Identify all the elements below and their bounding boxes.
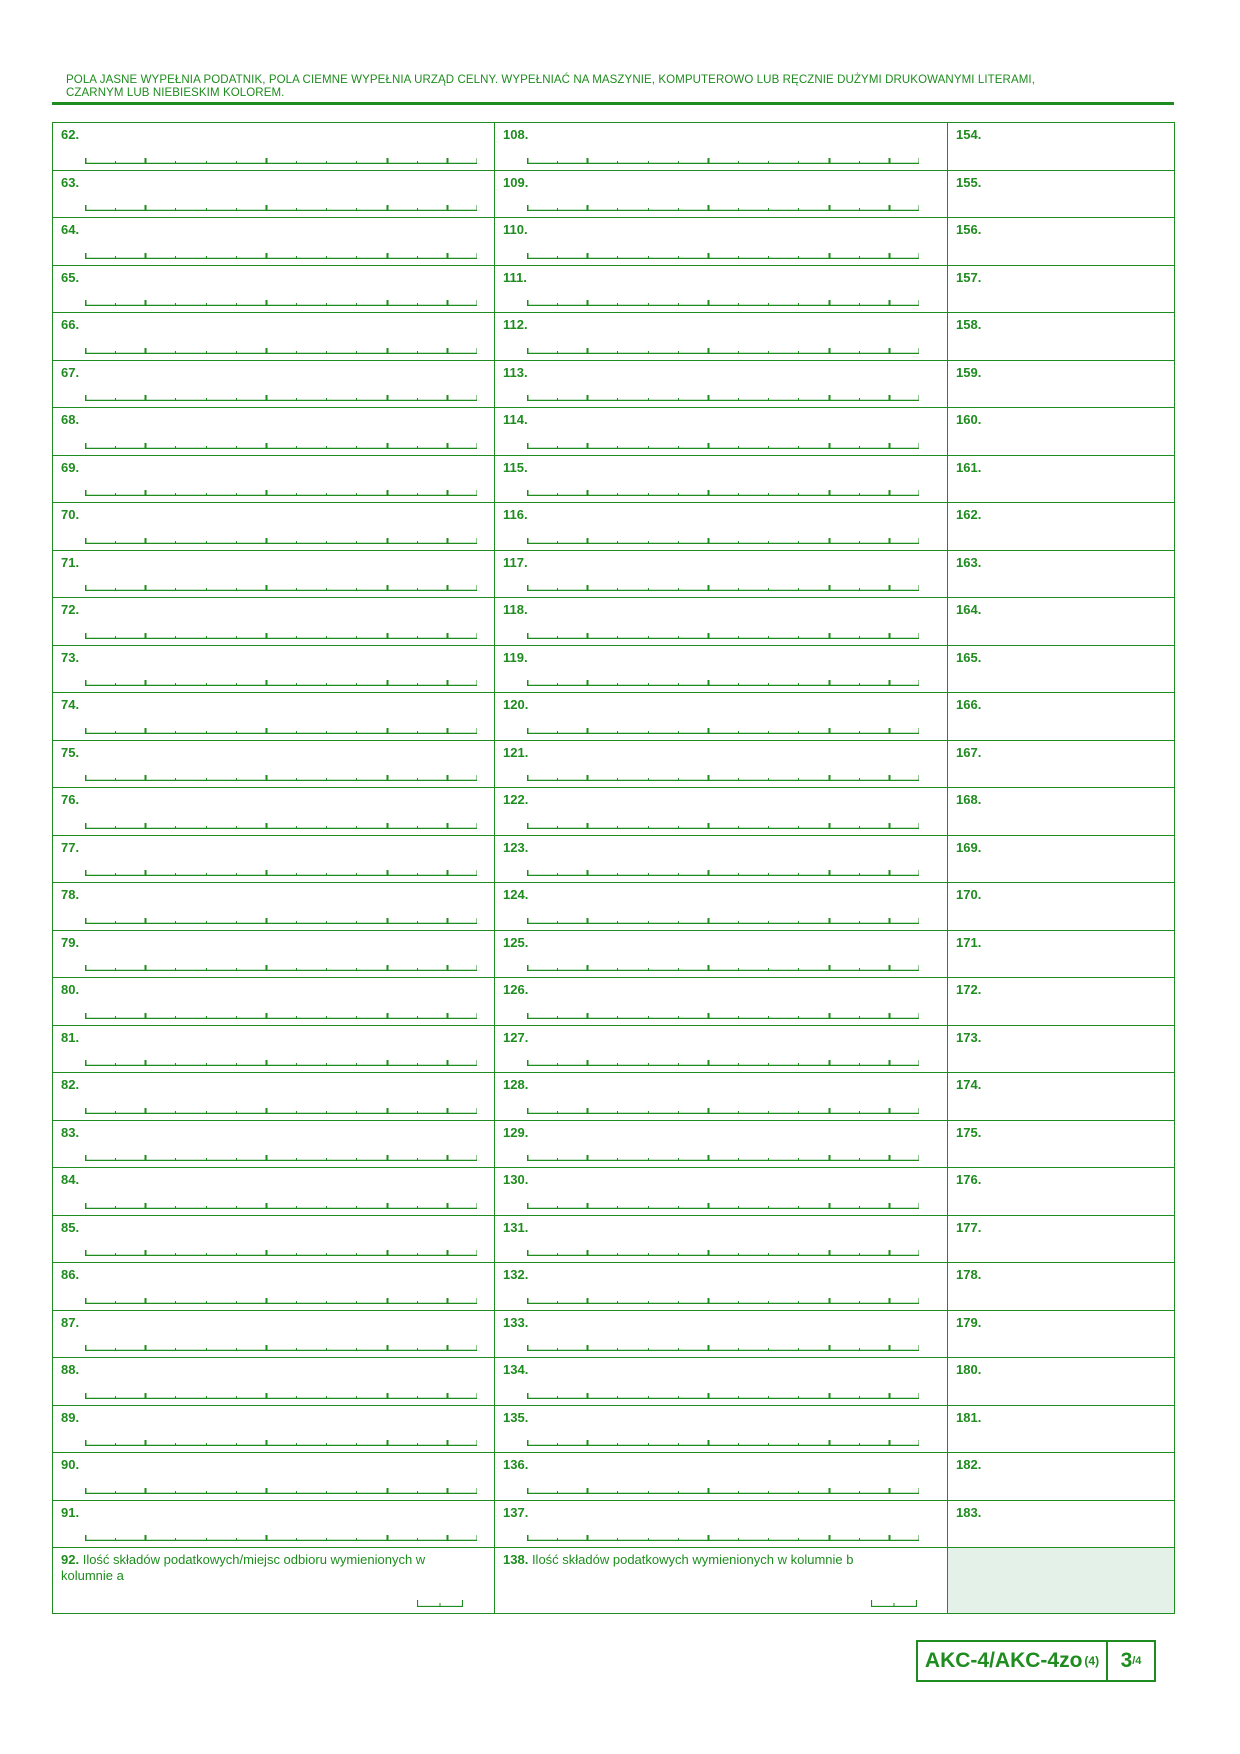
amount-comb [85, 1201, 477, 1209]
office-use-field [948, 1548, 1175, 1614]
field-number: 164. [956, 602, 982, 617]
field-c[interactable] [948, 1310, 1175, 1358]
field-c[interactable] [948, 645, 1175, 693]
form-row [53, 265, 1175, 313]
field-c[interactable] [948, 265, 1175, 313]
field-a[interactable] [53, 883, 495, 931]
form-row [53, 978, 1175, 1026]
amount-comb [527, 583, 919, 591]
field-b[interactable] [495, 1263, 948, 1311]
field-a[interactable] [53, 645, 495, 693]
field-number: 80. [61, 982, 80, 997]
amount-comb [85, 1296, 477, 1304]
amount-comb [527, 1391, 919, 1399]
form-row [53, 360, 1175, 408]
amount-comb [85, 868, 477, 876]
amount-comb [85, 251, 477, 259]
field-a[interactable] [53, 740, 495, 788]
field-number: 180. [956, 1362, 982, 1377]
field-number: 133. [503, 1314, 529, 1330]
field-c[interactable] [948, 1168, 1175, 1216]
amount-comb [85, 963, 477, 971]
amount-comb [85, 773, 477, 781]
field-a[interactable] [53, 1120, 495, 1168]
field-number: 163. [956, 554, 982, 570]
field-c[interactable] [948, 408, 1175, 456]
field-b[interactable] [495, 883, 948, 931]
field-c[interactable] [948, 1215, 1175, 1263]
form-row [53, 123, 1175, 171]
field-number: 87. [61, 1314, 80, 1330]
field-number: 181. [956, 1409, 982, 1425]
amount-comb [85, 1343, 477, 1351]
amount-comb [527, 393, 919, 401]
form-row [53, 645, 1175, 693]
field-number: 108. [503, 127, 529, 142]
field-number: 75. [61, 744, 80, 760]
amount-comb [527, 726, 919, 734]
form-row [53, 218, 1175, 266]
field-a[interactable] [53, 693, 495, 741]
summary-text: Ilość składów podatkowych/miejsc odbioru wymienionych w kolumnie a [61, 1552, 426, 1583]
amount-comb [85, 1058, 477, 1066]
field-number: 109. [503, 174, 529, 190]
amount-comb [85, 1011, 477, 1019]
field-number: 114. [503, 412, 528, 427]
amount-comb [527, 868, 919, 876]
field-b[interactable] [495, 218, 948, 266]
field-number: 167. [956, 744, 982, 760]
field-number: 165. [956, 649, 982, 665]
form-grid [52, 122, 1175, 1614]
field-number: 72. [61, 602, 80, 617]
field-a[interactable] [53, 360, 495, 408]
field-c[interactable] [948, 835, 1175, 883]
amount-comb [527, 488, 919, 496]
field-number: 175. [956, 1124, 982, 1140]
form-row [53, 1500, 1175, 1548]
field-b[interactable] [495, 835, 948, 883]
field-number: 178. [956, 1267, 982, 1282]
summary-label [61, 1552, 464, 1584]
field-b[interactable] [495, 1073, 948, 1121]
summary-text: Ilość składów podatkowych wymienionych w kolumnie b [531, 1552, 854, 1567]
amount-comb [85, 536, 477, 544]
field-number: 126. [503, 982, 529, 997]
field-number: 86. [61, 1267, 80, 1282]
amount-comb [85, 488, 477, 496]
field-number: 123. [503, 839, 529, 855]
field-c[interactable] [948, 360, 1175, 408]
field-a[interactable] [53, 1453, 495, 1501]
field-number: 156. [956, 222, 982, 237]
field-c[interactable] [948, 455, 1175, 503]
field-b[interactable] [495, 360, 948, 408]
form-identifier [916, 1640, 1156, 1682]
field-number: 137. [503, 1504, 529, 1520]
form-row [53, 455, 1175, 503]
amount-comb [85, 1486, 477, 1494]
summary-field-b[interactable] [495, 1548, 948, 1614]
field-c[interactable] [948, 1120, 1175, 1168]
field-b[interactable] [495, 978, 948, 1026]
field-number: 157. [956, 269, 982, 285]
form-row [53, 1263, 1175, 1311]
form-row [53, 1215, 1175, 1263]
field-number: 129. [503, 1124, 529, 1140]
field-number: 83. [61, 1124, 80, 1140]
field-b[interactable] [495, 550, 948, 598]
field-a[interactable] [53, 1215, 495, 1263]
field-number: 154. [956, 127, 982, 142]
amount-comb [85, 1391, 477, 1399]
field-a[interactable] [53, 123, 495, 171]
field-number: 74. [61, 697, 80, 712]
field-number: 69. [61, 459, 80, 475]
amount-comb [527, 1058, 919, 1066]
field-b[interactable] [495, 1215, 948, 1263]
field-a[interactable] [53, 265, 495, 313]
field-b[interactable] [495, 1025, 948, 1073]
amount-comb [85, 346, 477, 354]
field-b[interactable] [495, 693, 948, 741]
field-number: 134. [503, 1362, 529, 1377]
amount-comb [85, 1533, 477, 1541]
amount-comb [527, 441, 919, 449]
field-b[interactable] [495, 598, 948, 646]
field-b[interactable] [495, 1500, 948, 1548]
field-number: 132. [503, 1267, 529, 1282]
field-b[interactable] [495, 123, 948, 171]
field-number: 173. [956, 1029, 982, 1045]
amount-comb [527, 678, 919, 686]
field-number: 65. [61, 269, 80, 285]
field-a[interactable] [53, 1310, 495, 1358]
field-a[interactable] [53, 1405, 495, 1453]
amount-comb [527, 1533, 919, 1541]
field-a[interactable] [53, 1168, 495, 1216]
field-a[interactable] [53, 503, 495, 551]
field-number: 77. [61, 839, 80, 855]
form-row [53, 930, 1175, 978]
field-number: 183. [956, 1504, 982, 1520]
field-c[interactable] [948, 1073, 1175, 1121]
field-c[interactable] [948, 1263, 1175, 1311]
amount-comb [85, 1248, 477, 1256]
form-row [53, 313, 1175, 361]
amount-comb [527, 631, 919, 639]
field-number: 71. [61, 554, 80, 570]
field-number: 112. [503, 317, 528, 332]
form-row [53, 598, 1175, 646]
field-number: 76. [61, 792, 80, 807]
amount-comb [85, 1153, 477, 1161]
field-c[interactable] [948, 693, 1175, 741]
field-number: 88. [61, 1362, 80, 1377]
field-b[interactable] [495, 1358, 948, 1406]
field-a[interactable] [53, 1263, 495, 1311]
summary-number: 138. [503, 1552, 529, 1567]
field-b[interactable] [495, 1453, 948, 1501]
field-b[interactable] [495, 1120, 948, 1168]
field-a[interactable] [53, 313, 495, 361]
form-row [53, 1358, 1175, 1406]
field-b[interactable] [495, 930, 948, 978]
field-a[interactable] [53, 1500, 495, 1548]
field-number: 161. [956, 459, 982, 475]
form-row [53, 1025, 1175, 1073]
field-c[interactable] [948, 170, 1175, 218]
field-number: 121. [503, 744, 529, 760]
field-a[interactable] [53, 788, 495, 836]
field-number: 176. [956, 1172, 982, 1187]
field-number: 160. [956, 412, 982, 427]
amount-comb [527, 1248, 919, 1256]
field-c[interactable] [948, 1453, 1175, 1501]
field-number: 62. [61, 127, 80, 142]
field-number: 116. [503, 507, 528, 522]
form-row [53, 550, 1175, 598]
amount-comb [85, 203, 477, 211]
summary-row [53, 1548, 1175, 1614]
field-a[interactable] [53, 978, 495, 1026]
field-number: 130. [503, 1172, 529, 1187]
amount-comb [85, 821, 477, 829]
field-number: 159. [956, 364, 982, 380]
field-c[interactable] [948, 930, 1175, 978]
field-a[interactable] [53, 455, 495, 503]
field-number: 182. [956, 1457, 982, 1472]
amount-comb [527, 1153, 919, 1161]
field-c[interactable] [948, 1405, 1175, 1453]
form-code [918, 1642, 1108, 1680]
amount-comb [527, 1486, 919, 1494]
field-number: 81. [61, 1029, 80, 1045]
field-c[interactable] [948, 313, 1175, 361]
field-a[interactable] [53, 170, 495, 218]
count-comb [417, 1594, 463, 1601]
field-c[interactable] [948, 1358, 1175, 1406]
page-total: /4 [1132, 1655, 1142, 1667]
field-number: 110. [503, 222, 528, 237]
amount-comb [527, 1011, 919, 1019]
instructions-note [66, 74, 1146, 100]
form-row [53, 835, 1175, 883]
field-b[interactable] [495, 1310, 948, 1358]
field-number: 127. [503, 1029, 529, 1045]
summary-number: 92. [61, 1552, 80, 1567]
form-row [53, 1120, 1175, 1168]
field-number: 179. [956, 1314, 982, 1330]
amount-comb [527, 156, 919, 164]
field-number: 120. [503, 697, 529, 712]
field-c[interactable] [948, 978, 1175, 1026]
form-row [53, 1405, 1175, 1453]
field-number: 63. [61, 174, 80, 190]
field-number: 64. [61, 222, 80, 237]
form-row [53, 740, 1175, 788]
field-c[interactable] [948, 503, 1175, 551]
amount-comb [85, 393, 477, 401]
page-number [1108, 1642, 1154, 1680]
field-a[interactable] [53, 930, 495, 978]
field-number: 136. [503, 1457, 529, 1472]
field-number: 166. [956, 697, 982, 712]
field-c[interactable] [948, 788, 1175, 836]
amount-comb [527, 203, 919, 211]
amount-comb [85, 156, 477, 164]
field-b[interactable] [495, 645, 948, 693]
field-b[interactable] [495, 170, 948, 218]
field-number: 177. [956, 1219, 982, 1235]
field-a[interactable] [53, 1073, 495, 1121]
header-divider [52, 102, 1174, 105]
form-row [53, 883, 1175, 931]
field-c[interactable] [948, 1025, 1175, 1073]
field-a[interactable] [53, 550, 495, 598]
form-row [53, 1310, 1175, 1358]
field-number: 158. [956, 317, 982, 332]
form-row [53, 1453, 1175, 1501]
form-row [53, 1073, 1175, 1121]
amount-comb [85, 583, 477, 591]
form-version: (4) [1084, 1654, 1100, 1668]
field-b[interactable] [495, 503, 948, 551]
field-b[interactable] [495, 455, 948, 503]
amount-comb [85, 726, 477, 734]
field-number: 162. [956, 507, 982, 522]
field-number: 91. [61, 1504, 80, 1520]
field-number: 66. [61, 317, 80, 332]
field-number: 168. [956, 792, 982, 807]
field-c[interactable] [948, 598, 1175, 646]
field-a[interactable] [53, 1025, 495, 1073]
field-c[interactable] [948, 550, 1175, 598]
field-number: 172. [956, 982, 982, 997]
amount-comb [527, 821, 919, 829]
field-number: 124. [503, 887, 529, 902]
amount-comb [527, 1343, 919, 1351]
amount-comb [527, 1296, 919, 1304]
amount-comb [85, 441, 477, 449]
field-b[interactable] [495, 265, 948, 313]
field-c[interactable] [948, 740, 1175, 788]
field-b[interactable] [495, 313, 948, 361]
field-number: 85. [61, 1219, 80, 1235]
field-number: 122. [503, 792, 529, 807]
field-number: 113. [503, 364, 528, 380]
instructions-line-2: CZARNYM LUB NIEBIESKIM KOLOREM. [66, 87, 285, 99]
field-a[interactable] [53, 598, 495, 646]
field-number: 170. [956, 887, 982, 902]
field-b[interactable] [495, 740, 948, 788]
field-number: 169. [956, 839, 982, 855]
amount-comb [85, 631, 477, 639]
count-comb [871, 1594, 917, 1601]
amount-comb [85, 1106, 477, 1114]
form-row [53, 170, 1175, 218]
field-number: 73. [61, 649, 80, 665]
amount-comb [85, 916, 477, 924]
field-c[interactable] [948, 1500, 1175, 1548]
field-number: 155. [956, 174, 982, 190]
field-number: 128. [503, 1077, 529, 1092]
form-row [53, 1168, 1175, 1216]
field-number: 118. [503, 602, 528, 617]
field-number: 115. [503, 459, 528, 475]
field-number: 70. [61, 507, 80, 522]
amount-comb [527, 298, 919, 306]
field-a[interactable] [53, 835, 495, 883]
field-number: 174. [956, 1077, 982, 1092]
amount-comb [527, 1438, 919, 1446]
amount-comb [527, 346, 919, 354]
field-number: 111. [503, 269, 527, 285]
field-c[interactable] [948, 218, 1175, 266]
field-number: 131. [503, 1219, 529, 1235]
field-number: 125. [503, 934, 529, 950]
field-number: 171. [956, 934, 982, 950]
field-number: 82. [61, 1077, 80, 1092]
amount-comb [527, 773, 919, 781]
field-b[interactable] [495, 408, 948, 456]
field-number: 84. [61, 1172, 80, 1187]
amount-comb [527, 963, 919, 971]
field-number: 89. [61, 1409, 80, 1425]
page-current: 3 [1120, 1649, 1133, 1672]
field-number: 135. [503, 1409, 529, 1425]
field-a[interactable] [53, 408, 495, 456]
summary-label [503, 1552, 917, 1568]
field-b[interactable] [495, 1405, 948, 1453]
form-row [53, 503, 1175, 551]
field-b[interactable] [495, 1168, 948, 1216]
amount-comb [527, 536, 919, 544]
form-row [53, 693, 1175, 741]
field-number: 68. [61, 412, 80, 427]
field-a[interactable] [53, 218, 495, 266]
amount-comb [527, 1201, 919, 1209]
field-a[interactable] [53, 1358, 495, 1406]
form-code-text: AKC-4/AKC-4zo [924, 1649, 1083, 1672]
amount-comb [527, 1106, 919, 1114]
field-b[interactable] [495, 788, 948, 836]
summary-field-a[interactable] [53, 1548, 495, 1614]
field-number: 117. [503, 554, 528, 570]
field-number: 79. [61, 934, 80, 950]
field-number: 90. [61, 1457, 80, 1472]
form-row [53, 788, 1175, 836]
amount-comb [85, 678, 477, 686]
instructions-line-1: POLA JASNE WYPEŁNIA PODATNIK, POLA CIEMNE WYPEŁNIA URZĄD CELNY. WYPEŁNIAĆ NA MASZYNIE, KOMPUTEROWO LUB RĘCZNIE DUŻYMI DRUKOWANYMI LITERAMI, [66, 74, 1035, 86]
field-number: 67. [61, 364, 80, 380]
field-number: 78. [61, 887, 80, 902]
field-number: 119. [503, 649, 528, 665]
form-row [53, 408, 1175, 456]
field-c[interactable] [948, 123, 1175, 171]
amount-comb [85, 1438, 477, 1446]
amount-comb [85, 298, 477, 306]
amount-comb [527, 251, 919, 259]
field-c[interactable] [948, 883, 1175, 931]
amount-comb [527, 916, 919, 924]
